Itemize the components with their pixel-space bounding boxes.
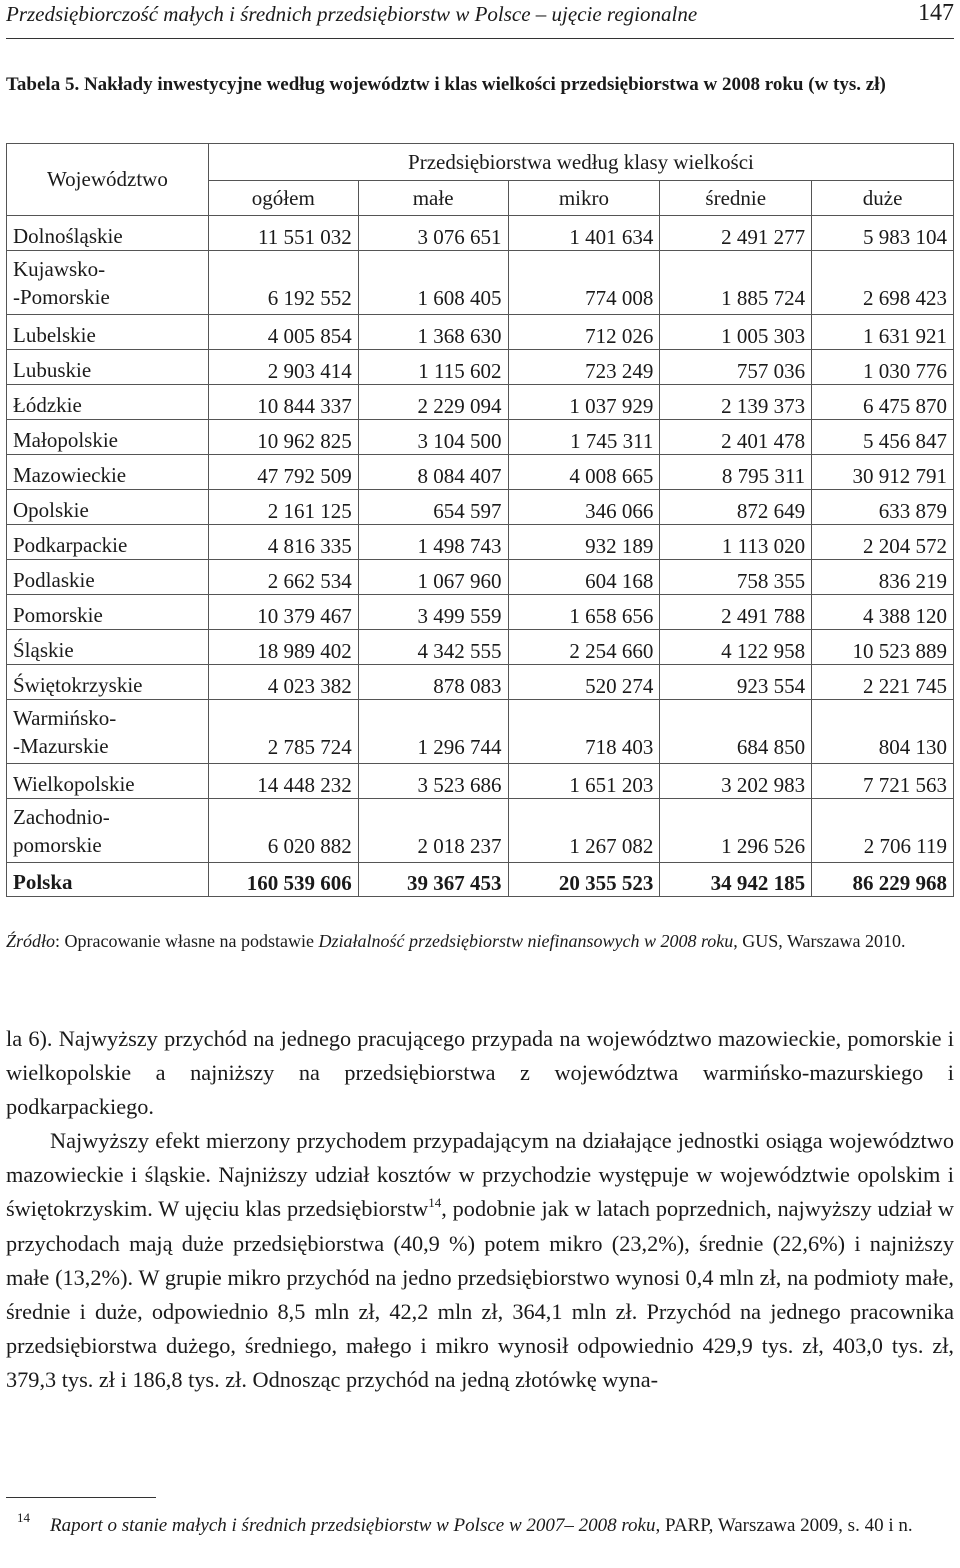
column-header: duże — [812, 181, 954, 216]
value-cell: 7 721 563 — [812, 764, 954, 799]
table-row — [7, 490, 954, 525]
value-cell: 3 104 500 — [358, 420, 508, 455]
value-cell: 34 942 185 — [660, 863, 812, 897]
table-row — [7, 525, 954, 560]
value-cell: 11 551 032 — [208, 216, 358, 251]
value-cell: 1 658 656 — [508, 595, 660, 630]
value-cell: 1 296 744 — [358, 700, 508, 764]
column-header: średnie — [660, 181, 812, 216]
value-cell: 5 983 104 — [812, 216, 954, 251]
value-cell: 18 989 402 — [208, 630, 358, 665]
value-cell: 8 795 311 — [660, 455, 812, 490]
value-cell: 1 885 724 — [660, 251, 812, 315]
region-name: Pomorskie — [7, 595, 209, 630]
value-cell: 39 367 453 — [358, 863, 508, 897]
value-cell: 1 401 634 — [508, 216, 660, 251]
value-cell: 6 192 552 — [208, 251, 358, 315]
value-cell: 2 491 277 — [660, 216, 812, 251]
table-total-row — [7, 863, 954, 897]
value-cell: 4 008 665 — [508, 455, 660, 490]
value-cell: 4 023 382 — [208, 665, 358, 700]
running-header — [6, 0, 954, 39]
table-row — [7, 216, 954, 251]
value-cell: 8 084 407 — [358, 455, 508, 490]
value-cell: 86 229 968 — [812, 863, 954, 897]
value-cell: 3 076 651 — [358, 216, 508, 251]
value-cell: 3 499 559 — [358, 595, 508, 630]
table-row — [7, 764, 954, 799]
region-name: Warmińsko- -Mazurskie — [7, 700, 209, 764]
region-name: Świętokrzyskie — [7, 665, 209, 700]
region-name: Śląskie — [7, 630, 209, 665]
region-name: Lubelskie — [7, 315, 209, 350]
value-cell: 633 879 — [812, 490, 954, 525]
source-text-b: , GUS, Warszawa 2010. — [733, 931, 906, 951]
region-name: Lubuskie — [7, 350, 209, 385]
value-cell: 2 491 788 — [660, 595, 812, 630]
investment-table — [6, 143, 954, 897]
value-cell: 1 651 203 — [508, 764, 660, 799]
region-name: Małopolskie — [7, 420, 209, 455]
source-title: Działalność przedsiębiorstw niefinansowych w 2008 roku — [318, 931, 734, 951]
header-region: Województwo — [7, 144, 209, 216]
value-cell: 1 296 526 — [660, 799, 812, 863]
table-row — [7, 700, 954, 764]
table-row — [7, 385, 954, 420]
value-cell: 604 168 — [508, 560, 660, 595]
footnote-reference[interactable]: 14 — [428, 1195, 442, 1211]
paragraph-1: la 6). Najwyższy przychód na jednego pracującego przypada na województwo mazowieckie, pomorskie i wielkopolskie a najniższy na przedsiębiorstwa z województwa warmińsko-mazurskiego i podkarpackiego. — [6, 1026, 954, 1120]
footnote-title: Raport o stanie małych i średnich przedsiębiorstw w Polsce w 2007– 2008 roku — [50, 1515, 656, 1536]
value-cell: 2 018 237 — [358, 799, 508, 863]
value-cell: 1 115 602 — [358, 350, 508, 385]
column-header: małe — [358, 181, 508, 216]
value-cell: 757 036 — [660, 350, 812, 385]
value-cell: 872 649 — [660, 490, 812, 525]
value-cell: 723 249 — [508, 350, 660, 385]
value-cell: 684 850 — [660, 700, 812, 764]
value-cell: 1 113 020 — [660, 525, 812, 560]
region-name: Podlaskie — [7, 560, 209, 595]
value-cell: 20 355 523 — [508, 863, 660, 897]
table-row — [7, 251, 954, 315]
table-row — [7, 665, 954, 700]
value-cell: 10 844 337 — [208, 385, 358, 420]
value-cell: 654 597 — [358, 490, 508, 525]
value-cell: 758 355 — [660, 560, 812, 595]
region-name: Mazowieckie — [7, 455, 209, 490]
table-source-note — [6, 927, 954, 955]
value-cell: 1 745 311 — [508, 420, 660, 455]
value-cell: 5 456 847 — [812, 420, 954, 455]
source-label: Źródło — [6, 931, 56, 951]
value-cell: 2 204 572 — [812, 525, 954, 560]
value-cell: 774 008 — [508, 251, 660, 315]
value-cell: 836 219 — [812, 560, 954, 595]
value-cell: 6 475 870 — [812, 385, 954, 420]
value-cell: 47 792 509 — [208, 455, 358, 490]
value-cell: 1 498 743 — [358, 525, 508, 560]
value-cell: 14 448 232 — [208, 764, 358, 799]
value-cell: 2 229 094 — [358, 385, 508, 420]
table-row — [7, 630, 954, 665]
header-group: Przedsiębiorstwa według klasy wielkości — [208, 144, 953, 181]
column-header: ogółem — [208, 181, 358, 216]
region-name: Polska — [7, 863, 209, 897]
value-cell: 4 122 958 — [660, 630, 812, 665]
value-cell: 2 254 660 — [508, 630, 660, 665]
value-cell: 1 030 776 — [812, 350, 954, 385]
value-cell: 804 130 — [812, 700, 954, 764]
value-cell: 2 161 125 — [208, 490, 358, 525]
region-name: Opolskie — [7, 490, 209, 525]
paragraph-2-part-a: Najwyższy efekt mierzony przychodem przypadającym na działające jednostki osiąga województwo mazowieckie i śląskie. Najniższy udział kosztów w przychodzie występuje w województwie opolskim i świętokrzyskim. W ujęciu klas przedsiębiorstw — [6, 1128, 954, 1222]
page-number: 147 — [918, 0, 954, 26]
value-cell: 4 005 854 — [208, 315, 358, 350]
table-caption: Tabela 5. Nakłady inwestycyjne według województw i klas wielkości przedsiębiorstwa w 2008 roku (w tys. zł) — [6, 74, 886, 95]
table-row — [7, 560, 954, 595]
value-cell: 3 202 983 — [660, 764, 812, 799]
value-cell: 1 267 082 — [508, 799, 660, 863]
value-cell: 30 912 791 — [812, 455, 954, 490]
value-cell: 2 662 534 — [208, 560, 358, 595]
region-name: Zachodnio- pomorskie — [7, 799, 209, 863]
footnote-divider — [6, 1497, 156, 1498]
value-cell: 1 608 405 — [358, 251, 508, 315]
body-text — [6, 1022, 954, 1397]
value-cell: 2 139 373 — [660, 385, 812, 420]
value-cell: 923 554 — [660, 665, 812, 700]
value-cell: 718 403 — [508, 700, 660, 764]
region-name: Wielkopolskie — [7, 764, 209, 799]
value-cell: 6 020 882 — [208, 799, 358, 863]
value-cell: 1 005 303 — [660, 315, 812, 350]
value-cell: 10 523 889 — [812, 630, 954, 665]
table-row — [7, 315, 954, 350]
paragraph-2 — [6, 1124, 954, 1397]
value-cell: 2 785 724 — [208, 700, 358, 764]
value-cell: 10 379 467 — [208, 595, 358, 630]
value-cell: 160 539 606 — [208, 863, 358, 897]
value-cell: 4 816 335 — [208, 525, 358, 560]
source-text-a: : Opracowanie własne na podstawie — [55, 931, 319, 951]
table-row — [7, 595, 954, 630]
value-cell: 2 401 478 — [660, 420, 812, 455]
table-row — [7, 799, 954, 863]
region-name: Kujawsko- -Pomorskie — [7, 251, 209, 315]
table-row — [7, 420, 954, 455]
running-title: Przedsiębiorczość małych i średnich przedsiębiorstw w Polsce – ujęcie regionalne — [6, 2, 698, 26]
value-cell: 4 342 555 — [358, 630, 508, 665]
footnote-mark: 14 — [17, 1510, 30, 1525]
footnote-rest: , PARP, Warszawa 2009, s. 40 i n. — [655, 1515, 913, 1536]
value-cell: 10 962 825 — [208, 420, 358, 455]
paragraph-2-part-b: , podobnie jak w latach poprzednich, najwyższy udział w przychodach mają duże przedsiębiorstwa (40,9 %) potem mikro (23,2%), średnie (22,6%) i najniższy małe (13,2%). W grupie mikro przychód na jedno przedsiębiorstwo wynosi 0,4 mln zł, na podmioty małe, średnie i duże, odpowiednio 8,5 mln zł, 42,2 mln zł, 364,1 mln zł. Przychód na jednego pracownika przedsiębiorstwa dużego, średniego, małego i mikro wynosił odpowiednio 429,9 tys. zł, 403,0 tys. zł, 379,3 tys. zł i 186,8 tys. zł. Odnosząc przychód na jedną złotówkę wyna- — [6, 1196, 954, 1392]
value-cell: 932 189 — [508, 525, 660, 560]
region-name: Łódzkie — [7, 385, 209, 420]
value-cell: 346 066 — [508, 490, 660, 525]
value-cell: 2 706 119 — [812, 799, 954, 863]
footnote — [6, 1511, 954, 1541]
value-cell: 1 067 960 — [358, 560, 508, 595]
value-cell: 878 083 — [358, 665, 508, 700]
value-cell: 4 388 120 — [812, 595, 954, 630]
value-cell: 3 523 686 — [358, 764, 508, 799]
region-name: Dolnośląskie — [7, 216, 209, 251]
value-cell: 1 037 929 — [508, 385, 660, 420]
column-header: mikro — [508, 181, 660, 216]
value-cell: 2 698 423 — [812, 251, 954, 315]
value-cell: 2 903 414 — [208, 350, 358, 385]
region-name: Podkarpackie — [7, 525, 209, 560]
value-cell: 1 631 921 — [812, 315, 954, 350]
value-cell: 2 221 745 — [812, 665, 954, 700]
value-cell: 712 026 — [508, 315, 660, 350]
table-row — [7, 350, 954, 385]
value-cell: 1 368 630 — [358, 315, 508, 350]
value-cell: 520 274 — [508, 665, 660, 700]
table-row — [7, 455, 954, 490]
